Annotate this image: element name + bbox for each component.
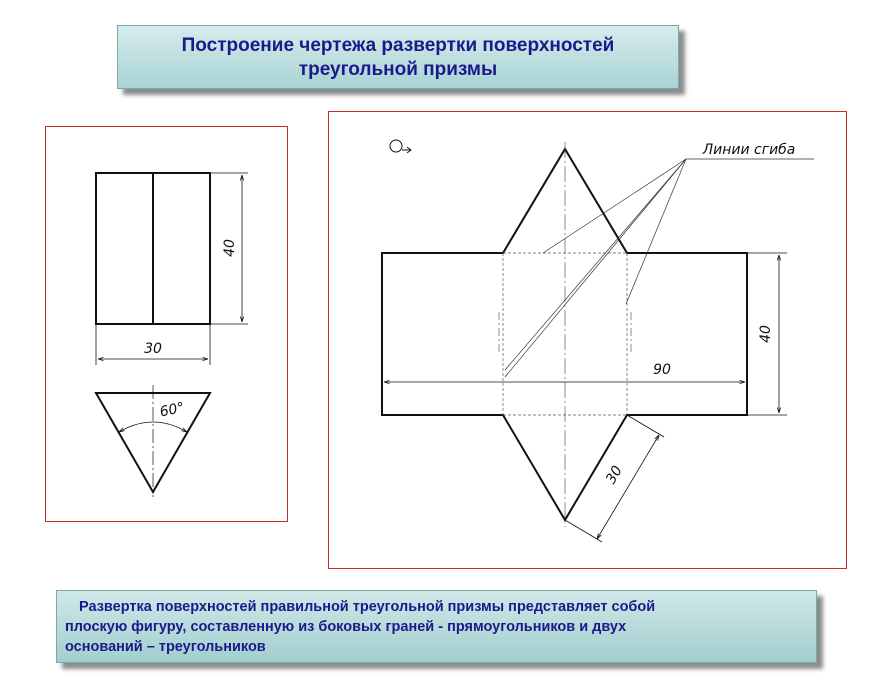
orthographic-views-panel bbox=[45, 126, 288, 522]
height-dim-label: 40 bbox=[222, 239, 238, 257]
development-panel bbox=[328, 111, 847, 569]
development-drawing bbox=[329, 112, 846, 568]
orthographic-views-drawing bbox=[46, 127, 287, 521]
side-dim-label: 30 bbox=[603, 463, 626, 487]
view-direction-icon bbox=[390, 140, 402, 152]
leader-line bbox=[505, 159, 686, 377]
note-line-2: плоскую фигуру, составленную из боковых граней - прямоугольников и двух bbox=[65, 619, 627, 635]
title-line-2: треугольной призмы bbox=[298, 59, 498, 80]
leader-line bbox=[626, 159, 686, 304]
fold-lines-label: Линии сгиба bbox=[702, 142, 796, 158]
length-dim-label: 90 bbox=[653, 362, 671, 378]
angle-dim-label: 60° bbox=[158, 399, 186, 421]
note-line-1: Развертка поверхностей правильной треугольной призмы представляет собой bbox=[79, 599, 656, 615]
leader-line bbox=[543, 159, 686, 253]
development-outline bbox=[382, 149, 747, 520]
title-box bbox=[117, 25, 679, 89]
note-line-3: оснований – треугольников bbox=[65, 639, 266, 655]
width-dim-label: 30 bbox=[144, 341, 162, 357]
height-dim-label: 40 bbox=[758, 325, 774, 343]
explanation-box bbox=[56, 590, 817, 663]
leader-line bbox=[505, 159, 686, 370]
title-line-1: Построение чертежа развертки поверхностей bbox=[181, 35, 615, 56]
